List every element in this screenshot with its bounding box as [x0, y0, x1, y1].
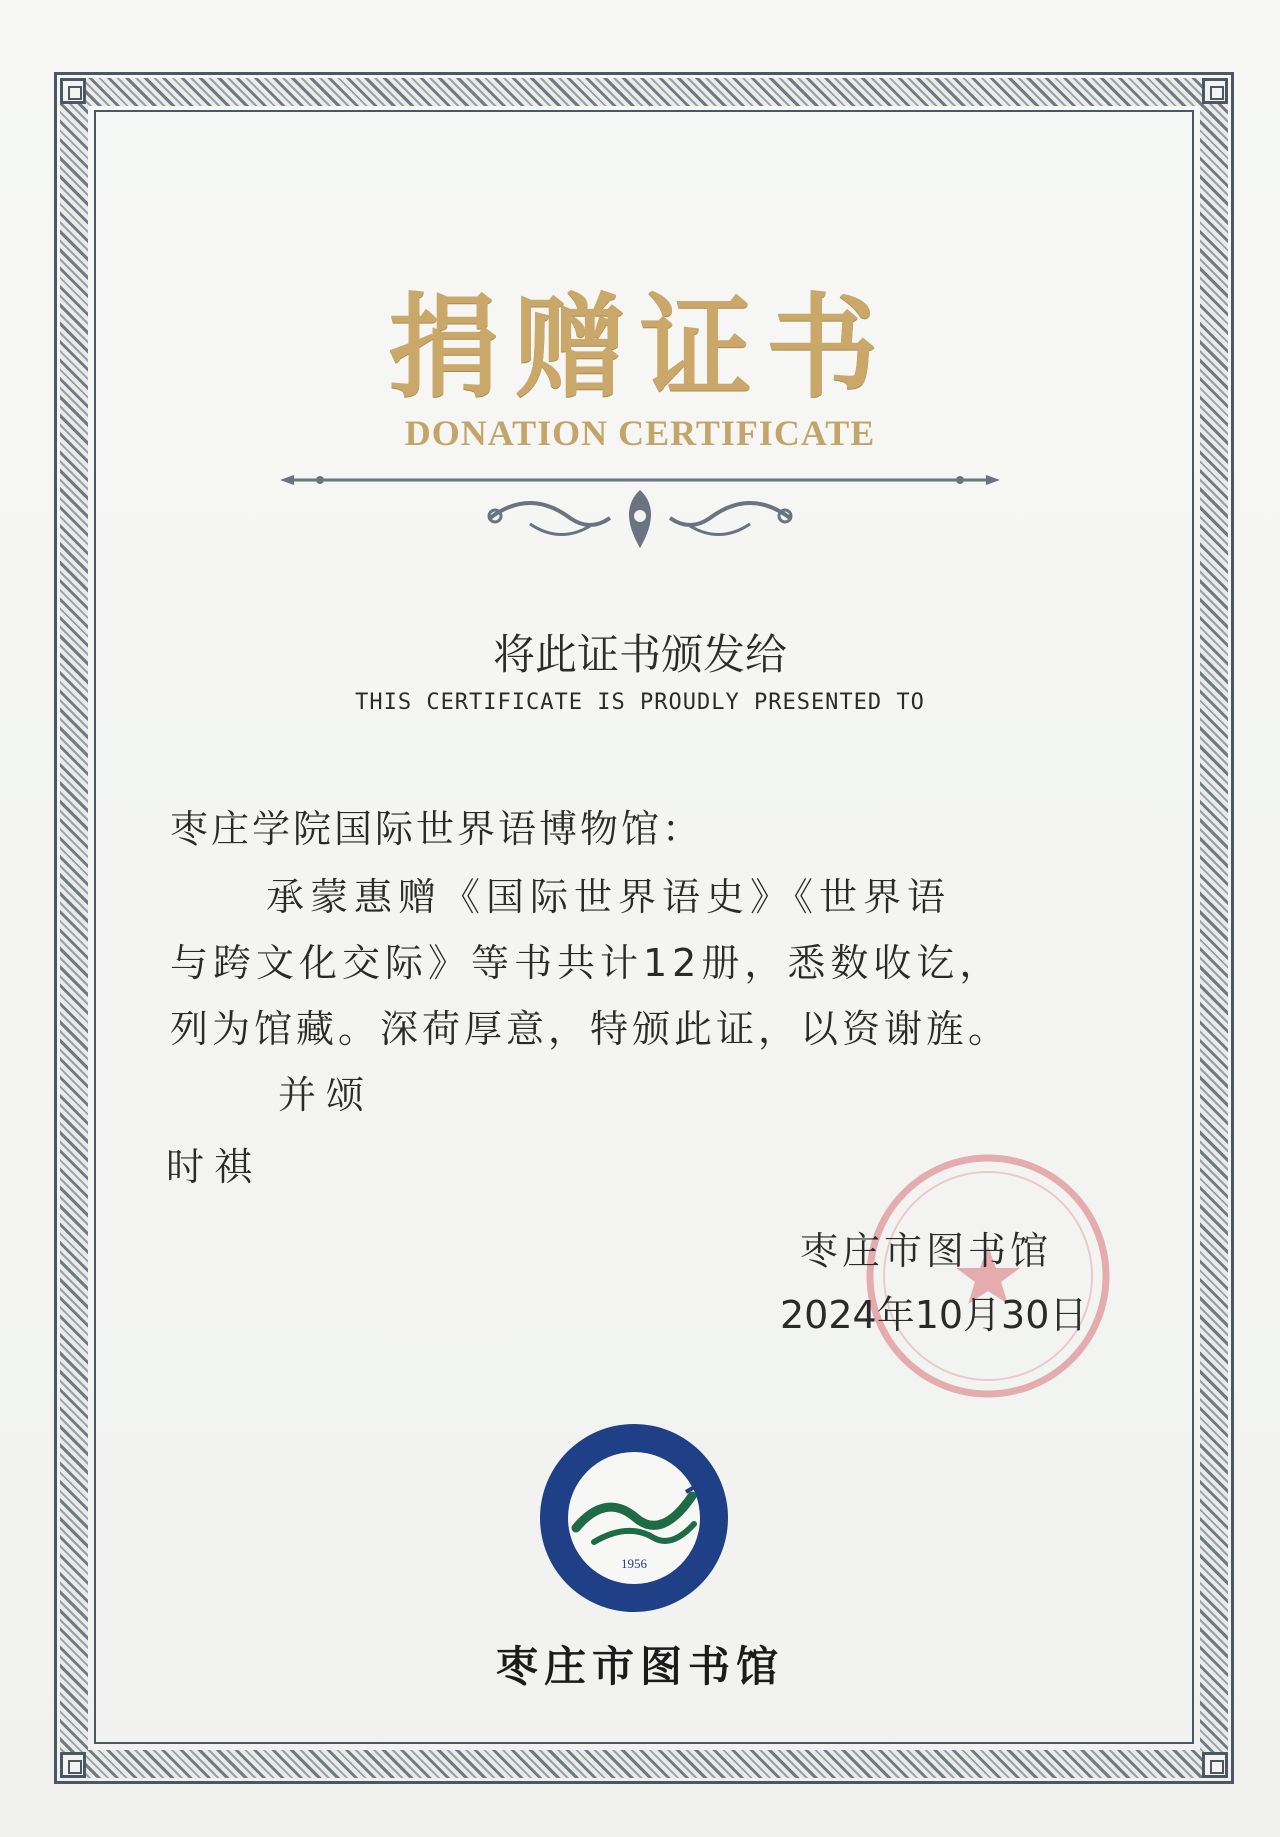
- body-line: 列为馆藏。深荷厚意，特颁此证，以资谢旌。: [170, 1007, 1011, 1051]
- corner-ornament-top-left: [60, 78, 86, 104]
- corner-ornament-bottom-right: [1202, 1752, 1228, 1778]
- library-logo: [536, 1420, 732, 1616]
- corner-ornament-top-right: [1202, 78, 1228, 104]
- body-line: 承蒙惠赠《国际世界语史》《世界语: [266, 875, 952, 919]
- certificate-title: 捐赠证书: [388, 282, 892, 413]
- official-seal-stamp: [860, 1148, 1116, 1404]
- issue-date: 2024年10月30日: [780, 1293, 1088, 1337]
- presented-heading-english: THIS CERTIFICATE IS PROUDLY PRESENTED TO: [355, 690, 925, 715]
- issuer-name: 枣庄市图书馆: [800, 1229, 1053, 1273]
- certificate-title-english: DONATION CERTIFICATE: [404, 413, 876, 453]
- flourish-divider-icon: [280, 468, 1000, 558]
- body-line: 与跨文化交际》等书共计12册，悉数收讫，: [170, 941, 1003, 985]
- library-name-wordmark: 枣庄市图书馆: [495, 1642, 784, 1691]
- presented-heading: 将此证书颁发给: [492, 630, 787, 679]
- recipient-name: 枣庄学院国际世界语博物馆：: [170, 807, 704, 851]
- corner-ornament-bottom-left: [60, 1752, 86, 1778]
- closing-phrase: 并颂: [278, 1073, 375, 1117]
- logo-year: 1956: [621, 1556, 647, 1571]
- closing-salutation: 时祺: [166, 1145, 263, 1189]
